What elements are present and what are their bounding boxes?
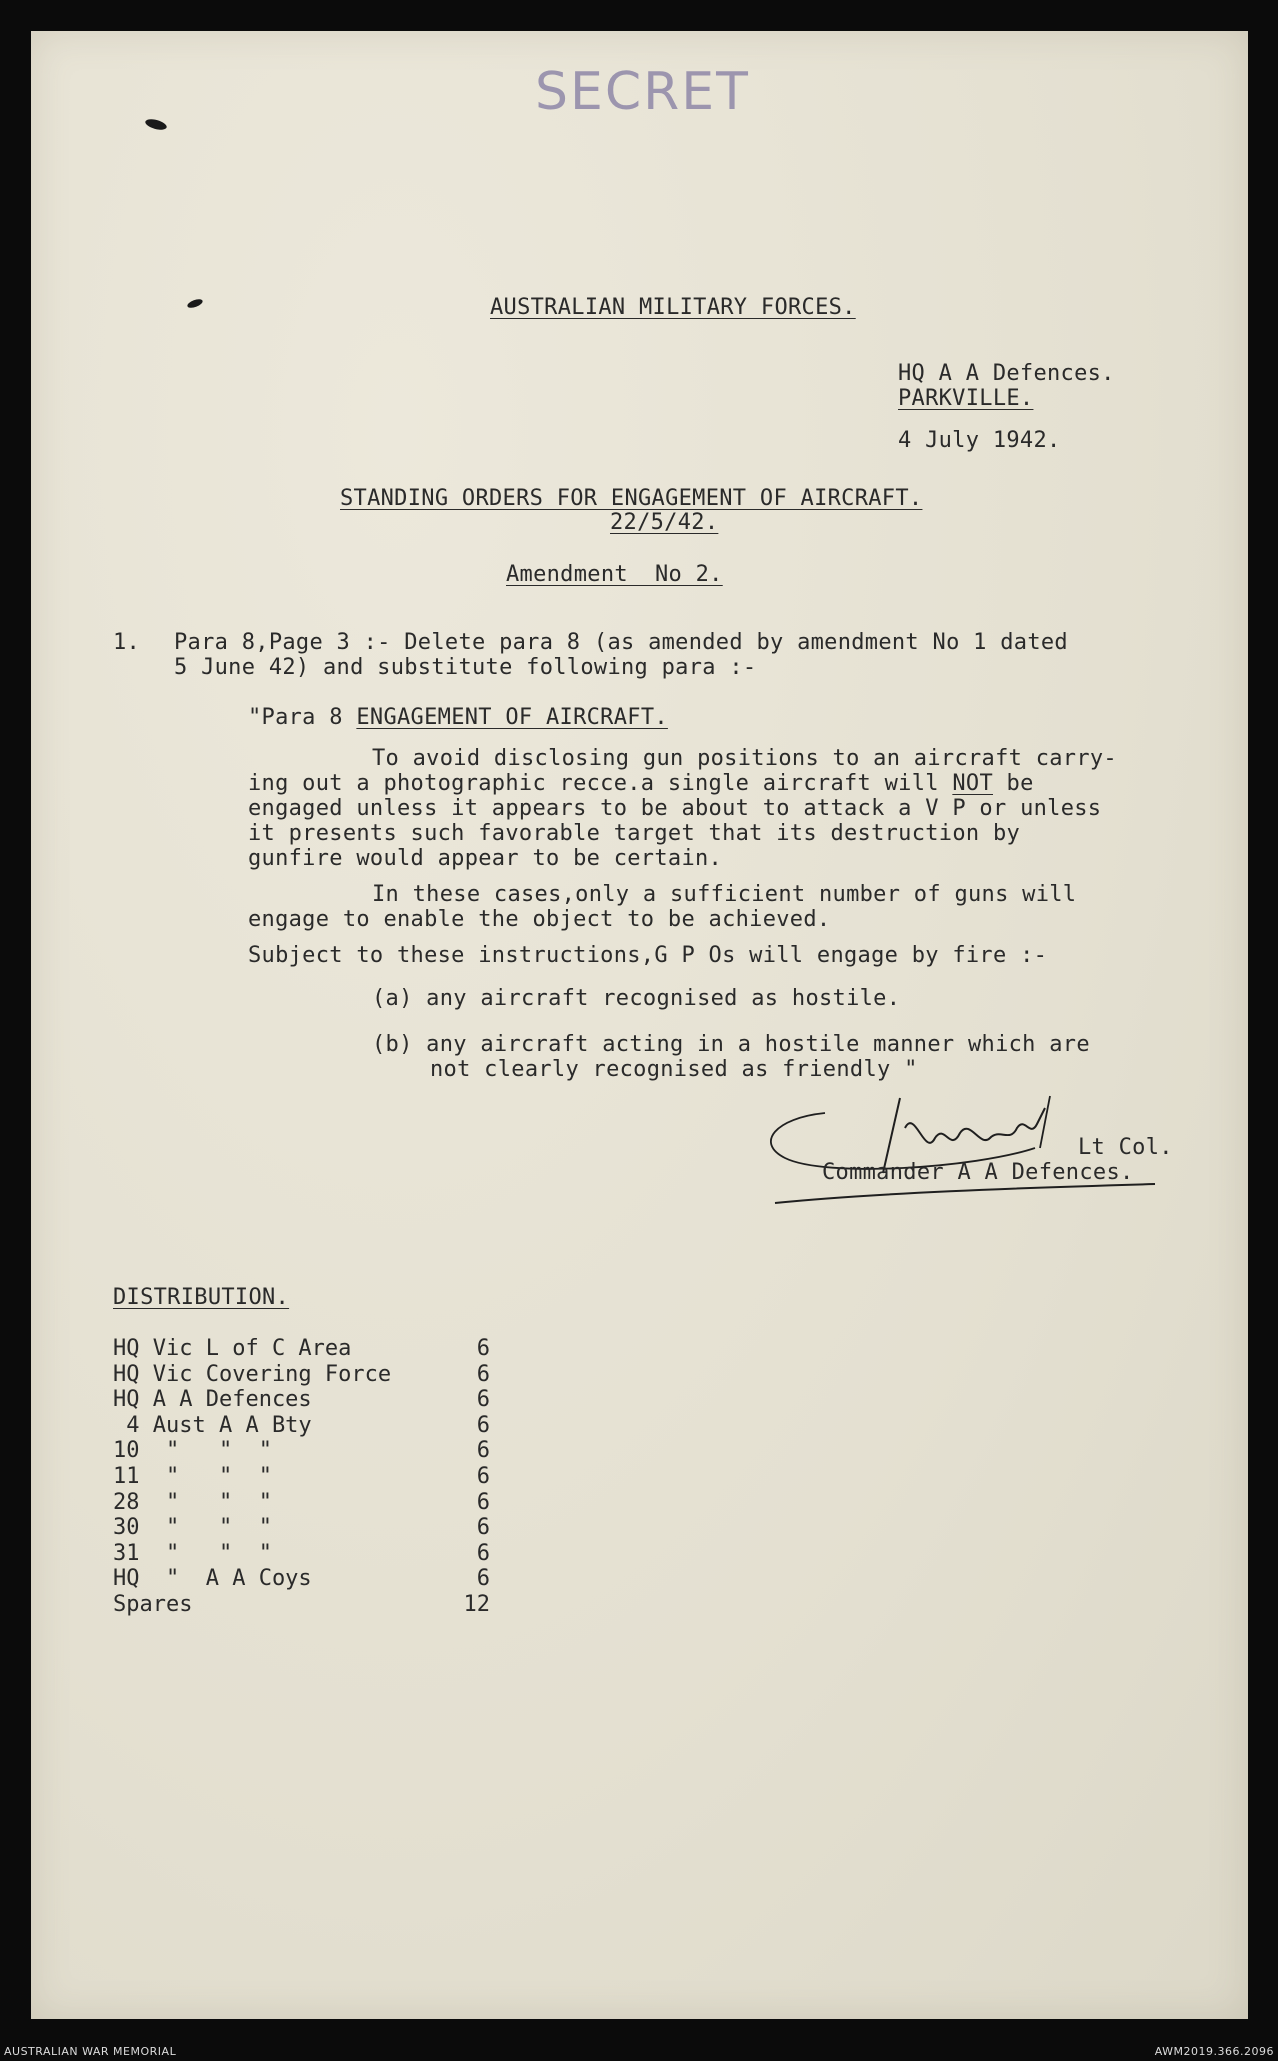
- distribution-row-name: HQ Vic Covering Force: [113, 1361, 392, 1387]
- distribution-row-name: 28 " " ": [113, 1489, 272, 1515]
- quote-item-b-line-1: (b) any aircraft acting in a hostile manner which are: [372, 1032, 1090, 1057]
- distribution-row-qty: 6: [476, 1412, 490, 1438]
- document-date: 4 July 1942.: [898, 428, 1061, 453]
- quote-p1-line-5: gunfire would appear to be certain.: [248, 846, 723, 871]
- para-number: 1.: [113, 630, 141, 655]
- footer-accession: AWM2019.366.2096: [1154, 2045, 1274, 2058]
- quote-p2-line-2: engage to enable the object to be achieved.: [248, 907, 831, 932]
- para-line-2: 5 June 42) and substitute following para :-: [174, 655, 757, 680]
- distribution-row-qty: 6: [476, 1540, 490, 1566]
- secret-stamp: SECRET: [535, 62, 750, 122]
- distribution-row-name: 4 Aust A A Bty: [113, 1412, 312, 1438]
- para-line-1: Para 8,Page 3 :- Delete para 8 (as amended by amendment No 1 dated: [174, 630, 1068, 655]
- distribution-row-qty: 6: [476, 1464, 490, 1489]
- distribution-row-qty: 6: [476, 1515, 490, 1541]
- quote-p1-line-1: To avoid disclosing gun positions to an aircraft carry-: [372, 746, 1117, 771]
- document-title-line-2: 22/5/42.: [610, 510, 719, 535]
- quote-p3: Subject to these instructions,G P Os will engage by fire :-: [248, 943, 1048, 968]
- quote-p1-line-2-start: ing out a photographic recce.a single aircraft will: [248, 771, 953, 796]
- distribution-row-qty: 6: [476, 1489, 490, 1515]
- footer-source: AUSTRALIAN WAR MEMORIAL: [4, 2045, 177, 2058]
- address-line-2: PARKVILLE.: [898, 386, 1034, 411]
- quoted-para-title: ENGAGEMENT OF AIRCRAFT.: [356, 705, 668, 730]
- quote-item-a: (a) any aircraft recognised as hostile.: [372, 986, 901, 1011]
- quote-p1-line-3: engaged unless it appears to be about to attack a V P or unless: [248, 796, 1102, 821]
- quote-p2-line-1: In these cases,only a sufficient number of guns will: [372, 882, 1077, 907]
- quoted-para-heading: [248, 705, 668, 731]
- distribution-row-qty: 6: [476, 1361, 490, 1387]
- distribution-heading: DISTRIBUTION.: [113, 1285, 290, 1310]
- distribution-row-name: 31 " " ": [113, 1540, 272, 1566]
- signature-rank: Lt Col.: [1078, 1135, 1173, 1160]
- distribution-row-qty: 6: [476, 1566, 490, 1592]
- distribution-row-name: Spares: [113, 1592, 193, 1617]
- quote-p1-line-4: it presents such favorable target that its destruction by: [248, 821, 1021, 846]
- document-page: [31, 31, 1248, 2019]
- distribution-row-name: 11 " " ": [113, 1464, 272, 1489]
- distribution-row-qty: 6: [476, 1387, 490, 1413]
- distribution-row-qty: 12: [463, 1592, 490, 1617]
- quoted-para-prefix: "Para 8: [248, 705, 357, 730]
- document-title-line-1: STANDING ORDERS FOR ENGAGEMENT OF AIRCRAFT.: [340, 486, 923, 511]
- address-line-1: HQ A A Defences.: [898, 361, 1115, 386]
- distribution-row-qty: 6: [476, 1438, 490, 1464]
- distribution-row-name: 10 " " ": [113, 1438, 272, 1464]
- signature-title: Commander A A Defences.: [822, 1160, 1134, 1185]
- distribution-row-name: HQ " A A Coys: [113, 1566, 312, 1592]
- quote-p1-line-2-end: be: [993, 771, 1034, 796]
- document-heading: AUSTRALIAN MILITARY FORCES.: [490, 295, 856, 320]
- quote-item-b-line-2: not clearly recognised as friendly ": [430, 1057, 918, 1082]
- distribution-row-name: HQ Vic L of C Area: [113, 1336, 352, 1361]
- distribution-row-name: HQ A A Defences: [113, 1387, 312, 1413]
- distribution-row-qty: 6: [476, 1336, 490, 1361]
- distribution-row-name: 30 " " ": [113, 1515, 272, 1541]
- amendment-label: Amendment No 2.: [506, 562, 723, 587]
- quote-not-emphasis: NOT: [952, 771, 993, 796]
- quote-p1-line-2: [248, 771, 1034, 797]
